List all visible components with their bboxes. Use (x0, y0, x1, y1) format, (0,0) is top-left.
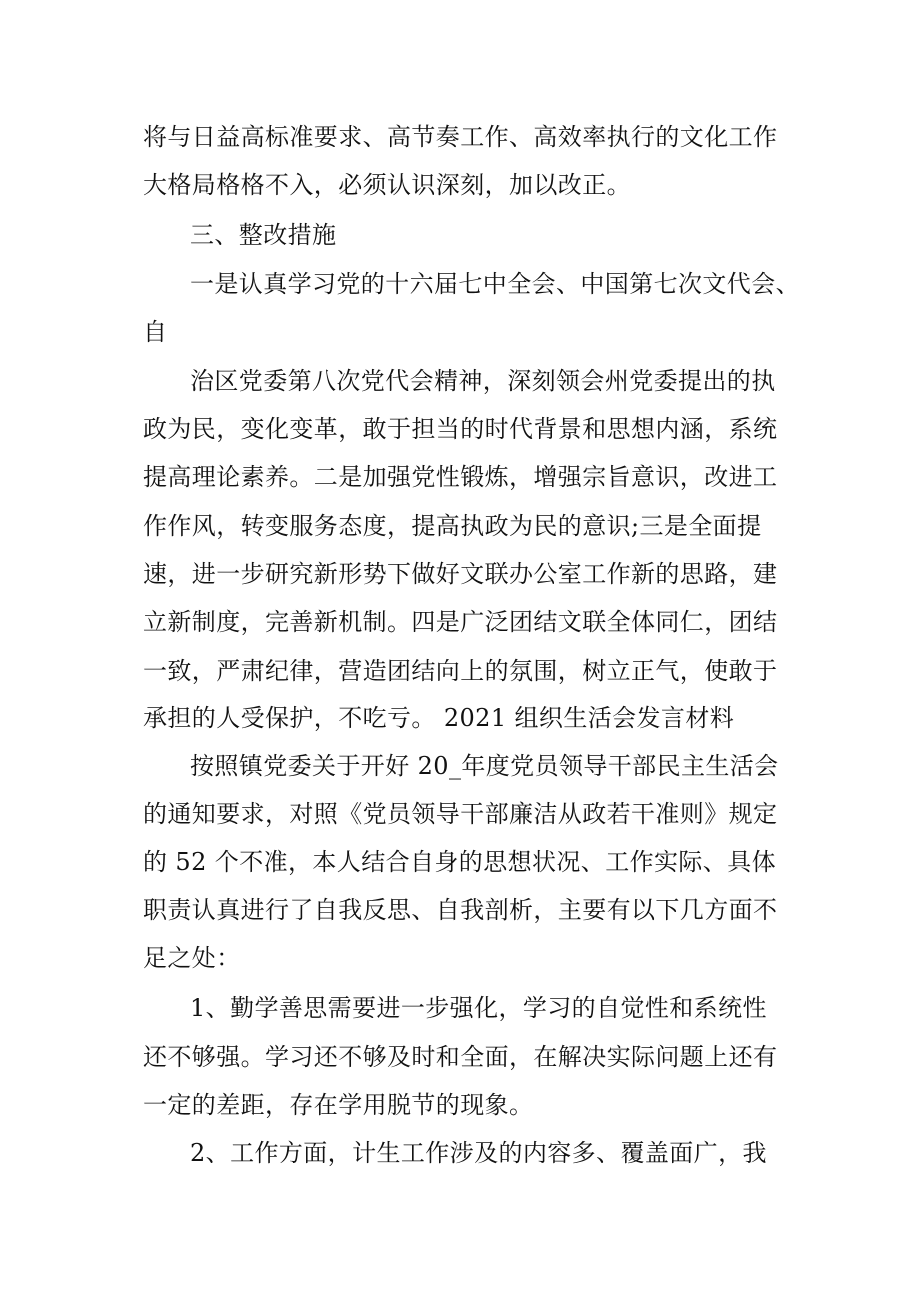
text-line: 自 (143, 318, 168, 346)
text-line: 治区党委第八次党代会精神，深刻领会州党委提出的执 (190, 367, 776, 395)
text-line: 还不够强。学习还不够及时和全面，在解决实际问题上还有 (143, 1043, 778, 1071)
text-line: 一致，严肃纪律，营造团结向上的氛围，树立正气，使敢于 (143, 657, 778, 685)
text-line: 1、勤学善思需要进一步强化，学习的自觉性和系统性 (190, 994, 767, 1022)
text-line: 作作风，转变服务态度，提高执政为民的意识;三是全面提 (143, 512, 762, 540)
text-line: 速，进一步研究新形势下做好文联办公室工作新的思路，建 (143, 560, 778, 588)
text-line: 的通知要求，对照《党员领导干部廉洁从政若干准则》规定 (143, 800, 778, 828)
section-heading: 三、整改措施 (190, 221, 337, 249)
text-line: 将与日益高标准要求、高节奏工作、高效率执行的文化工作 (143, 123, 778, 151)
text-line: 立新制度，完善新机制。四是广泛团结文联全体同仁，团结 (143, 608, 778, 636)
text-line: 的 52 个不准，本人结合自身的思想状况、工作实际、具体 (143, 848, 776, 876)
text-line: 按照镇党委关于开好 20_年度党员领导干部民主生活会 (190, 752, 779, 780)
text-line: 大格局格格不入，必须认识深刻，加以改正。 (143, 171, 631, 199)
text-line: 承担的人受保护，不吃亏。 2021 组织生活会发言材料 (143, 704, 735, 732)
text-line: 一定的差距，存在学用脱节的现象。 (143, 1091, 534, 1119)
text-line: 足之处： (143, 944, 241, 972)
text-line: 职责认真进行了自我反思、自我剖析，主要有以下几方面不 (143, 896, 778, 924)
text-line: 政为民，变化变革，敢于担当的时代背景和思想内涵，系统 (143, 415, 778, 443)
text-line: 一是认真学习党的十六届七中全会、中国第七次文代会、 (190, 270, 800, 298)
text-line: 提高理论素养。二是加强党性锻炼，增强宗旨意识，改进工 (143, 463, 778, 491)
text-line: 2、工作方面，计生工作涉及的内容多、覆盖面广，我 (190, 1139, 767, 1167)
